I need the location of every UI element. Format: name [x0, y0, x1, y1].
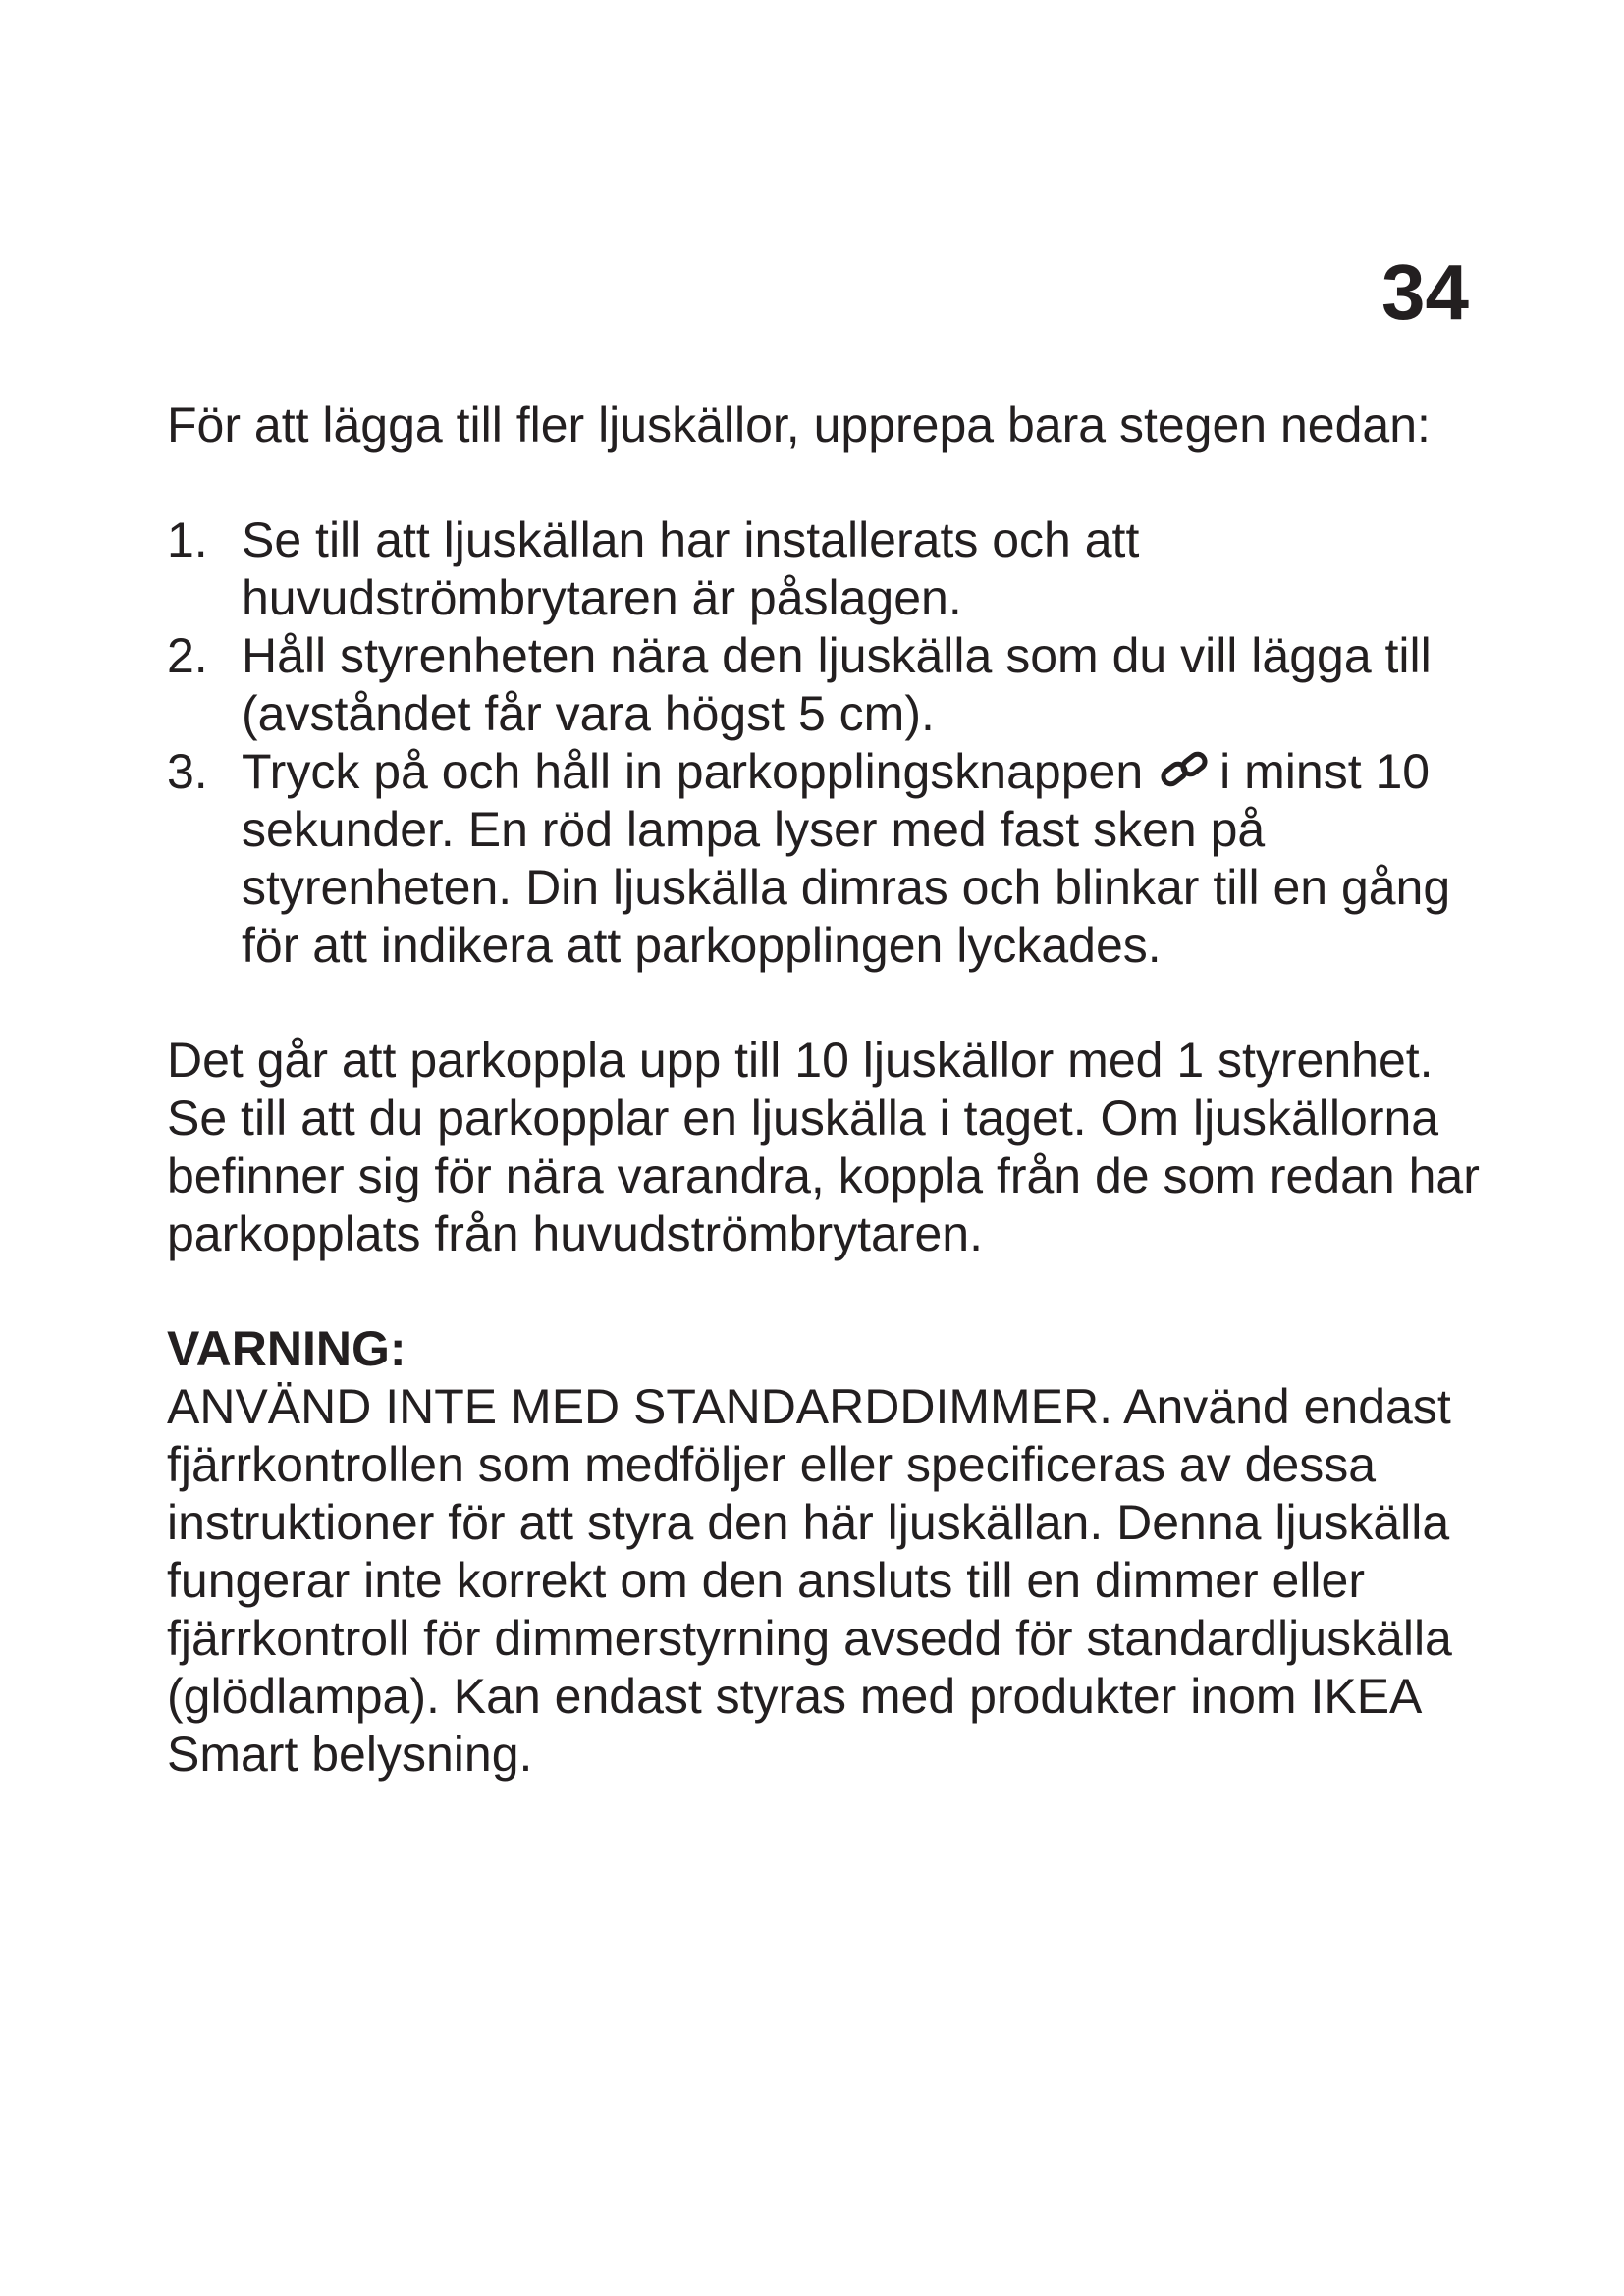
- step-number: 3.: [167, 744, 208, 799]
- step-item: [167, 627, 1483, 743]
- step-item: [167, 743, 1483, 975]
- pairing-chain-icon: [1157, 747, 1214, 796]
- warning-title: VARNING:: [167, 1321, 406, 1376]
- step-number: 2.: [167, 628, 208, 683]
- step-text: [242, 743, 1483, 975]
- intro-text: För att lägga till fler ljuskällor, upprepa bara stegen nedan:: [167, 398, 1431, 453]
- step-text: Håll styrenheten nära den ljuskälla som du vill lägga till (avståndet får vara högst 5 cm).: [242, 628, 1432, 741]
- step-text-after-icon: i minst 10 sekunder. En röd lampa lyser med fast sken på styrenheten. Din ljuskälla dimras och blinkar till en gång för att indikera att parkopplingen lyckades.: [242, 744, 1451, 973]
- pairing-tip-paragraph: Se till att du parkopplar en ljuskälla i taget. Om ljuskällorna befinner sig för nära varandra, koppla från de som redan har parkopplats från huvudströmbrytaren.: [167, 1091, 1480, 1261]
- step-number: 1.: [167, 512, 208, 567]
- warning-text: ANVÄND INTE MED STANDARDDIMMER. Använd endast fjärrkontrollen som medföljer eller specificeras av dessa instruktioner för att styra den här ljuskällan. Denna ljuskälla fungerar inte korrekt om den ansluts till en dimmer eller fjärrkontroll för dimmerstyrning avsedd för standardljuskälla (glödlampa). Kan endast styras med produkter inom IKEA Smart belysning.: [167, 1379, 1452, 1782]
- step-text: Se till att ljuskällan har installerats och att huvudströmbrytaren är påslagen.: [242, 512, 1140, 625]
- step-text-before-icon: Tryck på och håll in parkopplingsknappen: [242, 744, 1144, 799]
- step-item: [167, 511, 1483, 627]
- page-number: 34: [1381, 248, 1469, 336]
- page-content: [167, 397, 1483, 1784]
- steps-list: [167, 511, 1483, 975]
- capacity-paragraph: Det går att parkoppla upp till 10 ljuskällor med 1 styrenhet.: [167, 1033, 1434, 1088]
